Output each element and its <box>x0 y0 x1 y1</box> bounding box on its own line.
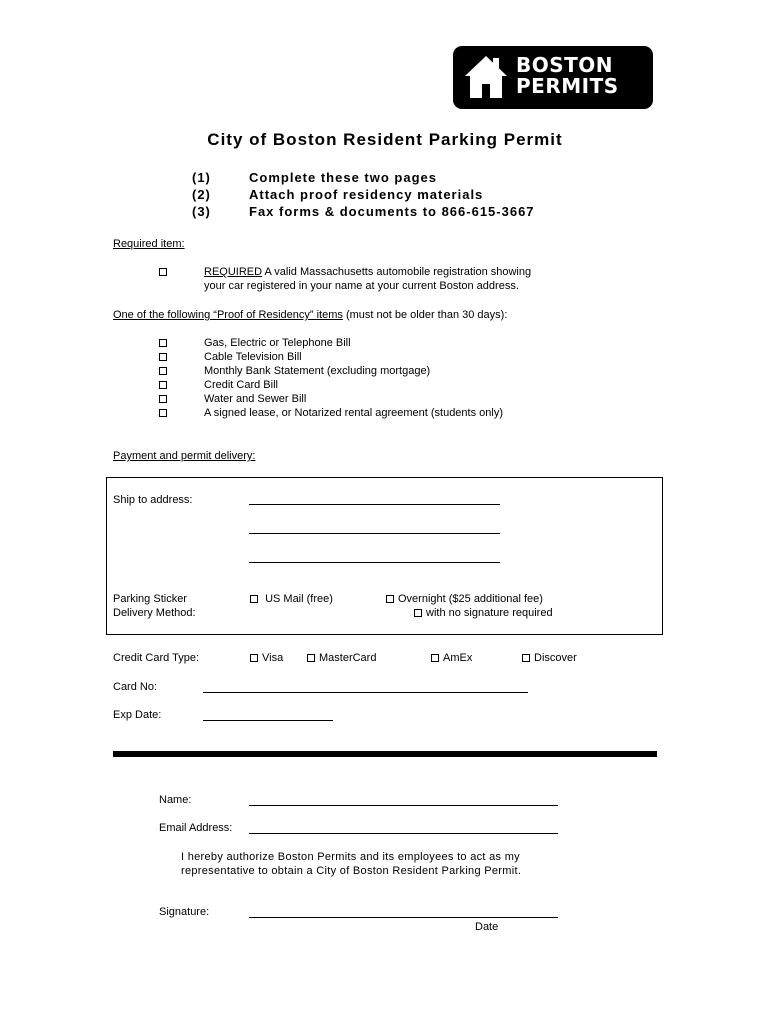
date-label: Date <box>475 921 499 933</box>
mastercard-option[interactable] <box>307 652 376 664</box>
proof-checkbox-4[interactable] <box>159 381 167 389</box>
proof-item-1: Gas, Electric or Telephone Bill <box>204 337 351 349</box>
mastercard-label: MasterCard <box>319 652 377 664</box>
discover-option[interactable] <box>522 652 577 664</box>
visa-checkbox[interactable] <box>250 654 258 662</box>
discover-label: Discover <box>534 652 577 664</box>
section-divider <box>113 751 657 757</box>
proof-checkbox-2[interactable] <box>159 353 167 361</box>
ship-address-line-3[interactable] <box>249 562 500 563</box>
no-signature-label: with no signature required <box>426 607 553 619</box>
required-line-1 <box>204 266 531 278</box>
proof-item-5: Water and Sewer Bill <box>204 393 307 405</box>
overnight-checkbox[interactable] <box>386 595 394 603</box>
card-type-label: Credit Card Type: <box>113 652 200 664</box>
step-2-number: (2) <box>192 187 211 202</box>
us-mail-option[interactable] <box>250 593 333 605</box>
proof-note: (must not be older than 30 days): <box>342 309 508 321</box>
discover-checkbox[interactable] <box>522 654 530 662</box>
required-keyword: REQUIRED <box>204 266 263 278</box>
authorization-line-2: representative to obtain a City of Boston Resident Parking Permit. <box>181 865 522 877</box>
visa-option[interactable] <box>250 652 283 664</box>
required-checkbox[interactable] <box>159 268 167 276</box>
required-heading: Required item: <box>113 238 185 250</box>
boston-permits-logo <box>453 46 653 109</box>
mastercard-checkbox[interactable] <box>307 654 315 662</box>
overnight-label: Overnight ($25 additional fee) <box>398 593 543 605</box>
proof-checkbox-1[interactable] <box>159 339 167 347</box>
page-title: City of Boston Resident Parking Permit <box>207 130 563 149</box>
ship-address-line-2[interactable] <box>249 533 500 534</box>
visa-label: Visa <box>262 652 284 664</box>
payment-heading: Payment and permit delivery: <box>113 450 256 462</box>
step-2-text: Attach proof residency materials <box>249 187 484 202</box>
proof-heading: One of the following “Proof of Residency” items <box>113 309 343 321</box>
proof-item-6: A signed lease, or Notarized rental agreement (students only) <box>204 407 503 419</box>
required-text-1: A valid Massachusetts automobile registration showing <box>262 266 532 278</box>
proof-item-2: Cable Television Bill <box>204 351 302 363</box>
no-signature-option[interactable] <box>414 607 553 619</box>
proof-item-4: Credit Card Bill <box>204 379 278 391</box>
overnight-option[interactable] <box>386 593 543 605</box>
signature-field[interactable] <box>249 917 558 918</box>
proof-checkbox-5[interactable] <box>159 395 167 403</box>
required-line-2: your car registered in your name at your current Boston address. <box>204 280 519 292</box>
ship-address-line-1[interactable] <box>249 504 500 505</box>
ship-to-label: Ship to address: <box>113 494 193 506</box>
name-field[interactable] <box>249 805 558 806</box>
card-no-field[interactable] <box>203 692 528 693</box>
proof-checkbox-6[interactable] <box>159 409 167 417</box>
step-1-number: (1) <box>192 170 211 185</box>
card-no-label: Card No: <box>113 681 158 693</box>
logo-text <box>516 55 619 97</box>
authorization-text <box>181 850 521 878</box>
us-mail-label: US Mail (free) <box>265 593 333 605</box>
us-mail-checkbox[interactable] <box>250 595 258 603</box>
sticker-label-1: Parking Sticker <box>113 593 187 605</box>
name-label: Name: <box>159 794 192 806</box>
logo-line-1: BOSTON <box>516 53 614 77</box>
proof-heading-line <box>113 309 507 321</box>
step-3-number: (3) <box>192 204 211 219</box>
exp-date-label: Exp Date: <box>113 709 162 721</box>
step-3-text: Fax forms & documents to 866-615-3667 <box>249 204 535 219</box>
logo-line-2: PERMITS <box>516 74 619 98</box>
amex-checkbox[interactable] <box>431 654 439 662</box>
email-field[interactable] <box>249 833 558 834</box>
email-label: Email Address: <box>159 822 233 834</box>
proof-item-3: Monthly Bank Statement (excluding mortgage) <box>204 365 431 377</box>
no-signature-checkbox[interactable] <box>414 609 422 617</box>
signature-label: Signature: <box>159 906 210 918</box>
amex-label: AmEx <box>443 652 473 664</box>
authorization-line-1: I hereby authorize Boston Permits and its employees to act as my <box>181 851 520 863</box>
exp-date-field[interactable] <box>203 720 333 721</box>
step-1-text: Complete these two pages <box>249 170 437 185</box>
sticker-label-2: Delivery Method: <box>113 607 196 619</box>
proof-checkbox-3[interactable] <box>159 367 167 375</box>
house-icon <box>463 54 509 100</box>
amex-option[interactable] <box>431 652 472 664</box>
